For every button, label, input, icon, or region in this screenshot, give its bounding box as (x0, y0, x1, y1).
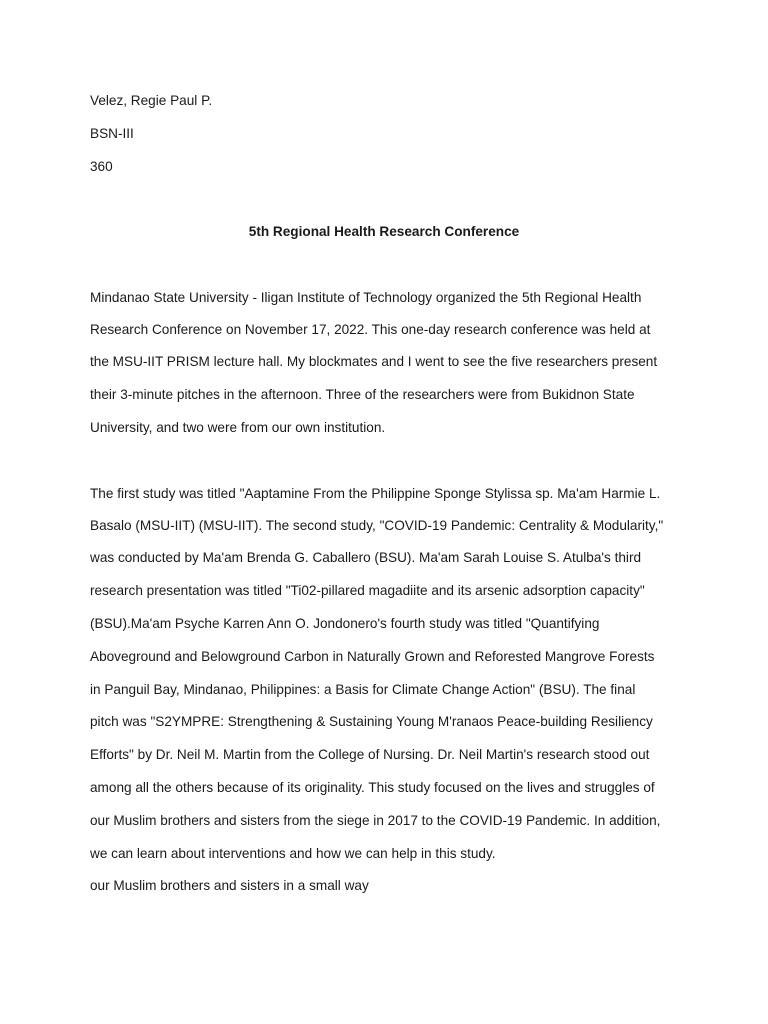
paragraph-line: The first study was titled "Aaptamine From the Philippine Sponge Stylissa sp. Ma'am Harmie L. (90, 486, 661, 501)
paragraph-line: Research Conference on November 17, 2022. This one-day research conference was held at (90, 322, 651, 337)
document-title: 5th Regional Health Research Conference (248, 224, 520, 239)
paragraph-line: in Panguil Bay, Mindanao, Philippines: a Basis for Climate Change Action" (BSU). The final (90, 682, 636, 697)
trailing-line: our Muslim brothers and sisters in a small way (90, 878, 369, 893)
paragraph-line: we can learn about interventions and how we can help in this study. (90, 846, 496, 861)
paragraph-line: University, and two were from our own institution. (90, 420, 386, 435)
paragraph-line: (BSU).Ma'am Psyche Karren Ann O. Jondonero's fourth study was titled "Quantifying (90, 616, 600, 631)
paragraph-line: their 3-minute pitches in the afternoon. Three of the researchers were from Bukidnon State (90, 387, 635, 402)
paragraph-line: among all the others because of its originality. This study focused on the lives and struggles of (90, 780, 655, 795)
paragraph-line: Mindanao State University - Iligan Institute of Technology organized the 5th Regional Health (90, 290, 642, 305)
author-name: Velez, Regie Paul P. (90, 93, 213, 108)
course-level: BSN-III (90, 126, 134, 141)
paragraph-line: research presentation was titled "Ti02-pillared magadiite and its arsenic adsorption capacity" (90, 583, 645, 598)
paragraph-line: Aboveground and Belowground Carbon in Naturally Grown and Reforested Mangrove Forests (90, 649, 655, 664)
paragraph-line: Efforts" by Dr. Neil M. Martin from the College of Nursing. Dr. Neil Martin's research stood out (90, 747, 650, 762)
student-number: 360 (90, 159, 113, 174)
paragraph-line: our Muslim brothers and sisters from the siege in 2017 to the COVID-19 Pandemic. In addition, (90, 813, 661, 828)
paragraph-line: was conducted by Ma'am Brenda G. Caballero (BSU). Ma'am Sarah Louise S. Atulba's third (90, 550, 642, 565)
paragraph-line: the MSU-IIT PRISM lecture hall. My blockmates and I went to see the five researchers present (90, 354, 658, 369)
paragraph-line: Basalo (MSU-IIT) (MSU-IIT). The second study, "COVID-19 Pandemic: Centrality & Modularity," (90, 518, 664, 533)
paragraph-line: pitch was "S2YMPRE: Strengthening & Sustaining Young M'ranaos Peace-building Resiliency (90, 714, 653, 729)
